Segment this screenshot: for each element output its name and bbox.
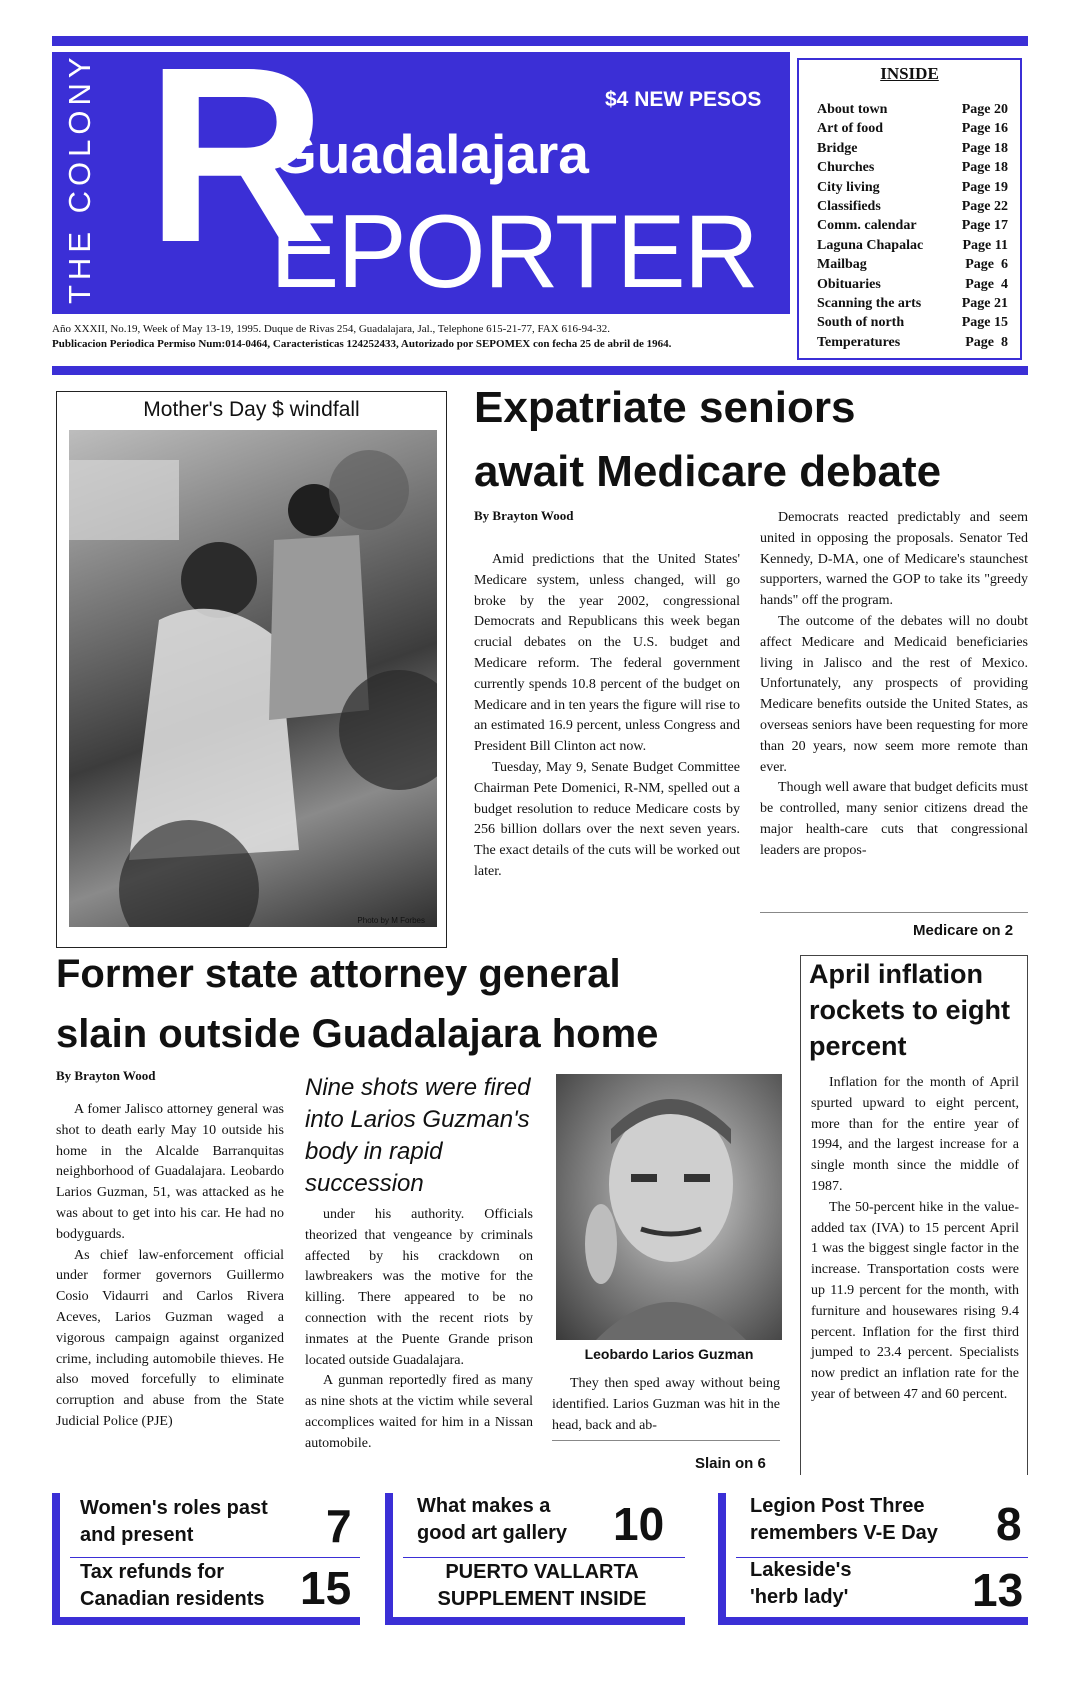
inside-item-label: Classifieds [817,199,881,215]
attorney-column-1 [56,1100,284,1433]
inside-item-page: Page 4 [965,276,1008,292]
inside-item-label: Obituaries [817,276,881,292]
inside-item-page: Page 17 [961,218,1008,234]
inside-item[interactable] [811,236,1008,255]
attorney-pullquote: Nine shots were fired into Larios Guzman's body in rapid succession [305,1074,531,1197]
attorney-column-3 [552,1374,780,1436]
inside-item-page: Page 21 [961,296,1008,312]
inside-item-label: About town [817,102,888,117]
inside-item-label: Temperatures [817,334,901,350]
inside-item[interactable] [811,333,1008,352]
teaser-text[interactable]: Tax refunds for Canadian residents [80,1561,265,1610]
price-label: $4 NEW PESOS [605,88,762,111]
teaser-text[interactable]: What makes a good art gallery [417,1495,568,1544]
attorney-jump-rule [552,1440,780,1441]
inside-item-label: Comm. calendar [817,218,917,234]
inside-item-page: Page 16 [961,121,1008,137]
inside-item-label: Bridge [817,140,858,156]
mothers-day-photo [69,430,437,927]
inside-item-label: City living [817,179,880,195]
inside-item[interactable] [811,178,1008,197]
attorney-headline-line-1: Former state attorney general [56,952,621,996]
inside-item-page: Page 22 [961,199,1008,215]
paragraph: A gunman reportedly fired as many as nine shots at the victim while several accomplices waited for him in a Nissan automobile. [305,1373,533,1451]
medicare-column-2 [760,508,1028,862]
photo-illustration [69,430,437,927]
medicare-headline-line-2: await Medicare debate [474,447,942,496]
masthead-bottom-rule [52,366,1028,375]
medicare-byline: By Brayton Wood [474,508,574,523]
inside-item-page: Page 18 [961,140,1008,156]
inside-item-page: Page 11 [962,237,1008,253]
paragraph: A fomer Jalisco attorney general was shot to death early May 10 outside his home in the Alcalde Barranquitas neighborhood of Guadalajara. Leobardo Larios Guzman, 51, was attacked as he was about to get into his car. He had no bodyguards. [56,1102,284,1242]
attorney-column-2 [305,1205,533,1455]
inside-item-label: Scanning the arts [817,296,922,312]
publication-info [52,322,792,352]
masthead-city: Guadalajara [274,123,589,185]
paragraph: Democrats reacted predictably and seem united in opposing the proposals. Senator Ted Kennedy, D-MA, one of Medicare's staunchest supporters, warned the GOP to take its "greedy hands" off the program. [760,510,1028,609]
inside-item-page: Page 6 [965,257,1008,273]
paragraph: The outcome of the debates will no doubt affect Medicare and Medicaid beneficiaries living in Jalisco and the rest of Mexico. Unfortunately, any prospects of providing Medicare benefits outside the United States, as overseas seniors have been requesting for more than 20 years, now seem more remote than ever. [760,613,1028,775]
paragraph: Though well aware that budget deficits must be controlled, many senior citizens dread the major health-care cuts that congressional leaders are propos- [760,780,1028,858]
teaser-box-3 [718,1493,1028,1625]
teaser-box-1 [52,1493,360,1625]
teaser-page-number: 13 [972,1564,1024,1616]
medicare-headline-line-1: Expatriate seniors [474,383,856,432]
masthead-vertical-title: THE COLONY [62,52,97,304]
inside-item-page: Page 19 [961,179,1008,195]
teaser-text[interactable]: PUERTO VALLARTA SUPPLEMENT INSIDE [437,1561,647,1610]
teaser-page-number: 8 [996,1498,1022,1550]
portrait-illustration [556,1074,782,1340]
teaser-page-number: 10 [613,1498,665,1550]
inflation-body [811,1073,1019,1406]
inside-item[interactable] [811,313,1008,332]
paragraph: The 50-percent hike in the value-added tax (IVA) to 15 percent April 1 was the biggest single factor in the increase. Transportation costs were up 11.9 percent for the month, with furniture and housewares rising 9.4 percent. Inflation for the first third jumped to 23.4 percent. Specialists now predict an inflation rate for the year of between 47 and 60 percent. [811,1199,1019,1402]
medicare-column-1 [474,550,740,883]
teaser-page-number: 7 [326,1500,352,1552]
attorney-byline: By Brayton Wood [56,1068,156,1083]
teaser-text[interactable]: Legion Post Three remembers V-E Day [750,1495,938,1544]
teaser-box-2 [385,1493,685,1625]
inside-list [811,100,1008,352]
inflation-headline: April inflation rockets to eight percent [809,959,1011,1061]
paragraph: As chief law-enforcement official under former governors Guillermo Cosio Vidaurri and Carlos Rivera Aceves, Larios Guzman waged a vigorous campaign against organized crime, including automobile thieves. He also moved forcefully to eliminate corruption and abuse from the State Judicial Police (PJE) [56,1247,284,1429]
photo-credit: Photo by M Forbes [357,916,425,925]
masthead [52,52,790,314]
inside-item[interactable] [811,119,1008,138]
teaser-divider [70,1557,360,1558]
inside-item-page: Page 8 [965,334,1008,350]
issue-line: Año XXXII, No.19, Week of May 13-19, 1995. Duque de Rivas 254, Guadalajara, Jal., Telephone 615-21-77, FAX 616-94-32. [52,323,611,335]
inside-item-label: Art of food [817,121,884,137]
inside-item[interactable] [811,139,1008,158]
inside-item-label: South of north [817,315,905,331]
inside-item-page: Page 20 [961,102,1008,117]
permit-line: Publicacion Periodica Permiso Num:014-0464, Caracteristicas 124252433, Autorizado por SEPOMEX con fecha 25 de abril de 1964. [52,338,672,350]
medicare-jump-rule [760,912,1028,913]
photo-caption: Mother's Day $ windfall [143,398,360,421]
inflation-box [800,955,1028,1475]
inside-index [797,58,1022,360]
top-rule [52,36,1028,46]
inside-item-page: Page 15 [961,315,1008,331]
attorney-headline-line-2: slain outside Guadalajara home [56,1012,659,1056]
paragraph: under his authority. Officials theorized that vengeance by criminals affected by his crackdown on lawbreakers was the motive for the killing. There appeared to be no connection with the recent riots by inmates at the Puente Grande prison located outside Guadalajara. [305,1207,533,1368]
paragraph: They then sped away without being identified. Larios Guzman was hit in the head, back and ab- [552,1376,780,1433]
inside-item[interactable] [811,158,1008,177]
inside-title: INSIDE [880,64,939,83]
medicare-jump[interactable]: Medicare on 2 [913,922,1014,939]
inside-item[interactable] [811,216,1008,235]
inside-item-page: Page 18 [961,160,1008,176]
paragraph: Tuesday, May 9, Senate Budget Committee Chairman Pete Domenici, R-NM, spelled out a budget resolution to reduce Medicare costs by 256 billion dollars over the next seven years. The exact details of the cuts will be worked out later. [474,759,740,879]
inside-item-label: Churches [817,160,875,176]
portrait-caption: Leobardo Larios Guzman [584,1346,754,1362]
inside-item-label: Laguna Chapalac [817,237,924,253]
teaser-text[interactable]: Lakeside's 'herb lady' [750,1559,852,1608]
portrait-photo [556,1074,782,1340]
teaser-divider [403,1557,685,1558]
teaser-page-number: 15 [300,1562,352,1614]
teaser-text[interactable]: Women's roles past and present [80,1497,268,1546]
masthead-big-letter: R [146,52,327,294]
paragraph: Inflation for the month of April spurted upward to eight percent, more than for the entire year of 1994, and the largest increase for a single month since the middle of 1987. [811,1075,1019,1194]
inside-item-label: Mailbag [817,257,867,273]
inside-item[interactable] [811,294,1008,313]
inside-item[interactable] [811,275,1008,294]
attorney-jump[interactable]: Slain on 6 [695,1455,766,1472]
photo-box [56,391,447,948]
inside-item[interactable] [811,100,1008,119]
inside-item[interactable] [811,197,1008,216]
inside-item[interactable] [811,255,1008,274]
masthead-title: EPORTER [270,194,757,310]
paragraph: Amid predictions that the United States' Medicare system, unless changed, will go broke by the year 2002, congressional Democrats and Republicans this week began crucial debates on the U.S. budget and Medicare reform. The federal government currently spends 10.8 percent of the budget on Medicare and in ten years the figure will rise to an estimated 16.9 percent, unless Congress and President Bill Clinton act now. [474,552,740,755]
